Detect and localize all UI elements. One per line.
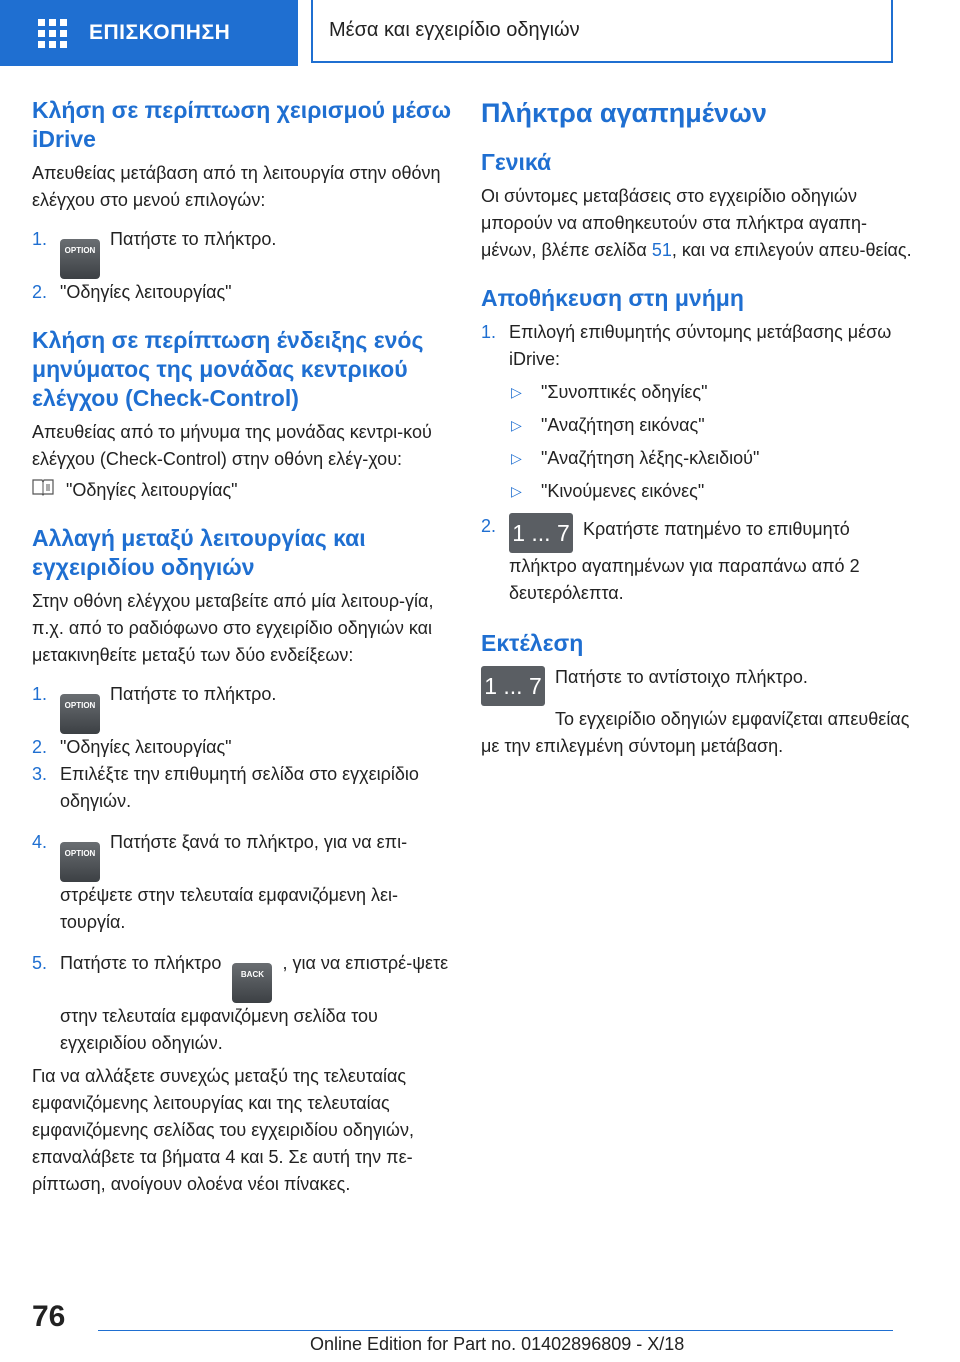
checkcontrol-link-line bbox=[32, 477, 452, 504]
step-text: Επιλέξτε την επιθυμητή σελίδα στο εγχειρίδιο οδηγιών. bbox=[60, 764, 419, 811]
section-switch-closing: Για να αλλάξετε συνεχώς μεταξύ της τελευταίας εμφανιζόμενης λειτουργίας και της τελευταίας εμφανιζόμενης σελίδας του εγχειριδίου οδηγιών, επαναλάβετε τα βήματα 4 και 5. Σε αυτή την πε-ρίπτωση, ανοίγουν ολοένα νέοι πίνακες. bbox=[32, 1066, 414, 1194]
list-item bbox=[32, 226, 452, 279]
exec-title: Εκτέλεση bbox=[481, 630, 584, 656]
step-text: Επιλογή επιθυμητής σύντομης μετάβασης μέσω iDrive: bbox=[509, 322, 892, 369]
page-number: 76 bbox=[32, 1300, 66, 1333]
list-item: 1. Επιλογή επιθυμητής σύντομης μετάβασης μέσω iDrive: bbox=[481, 319, 921, 373]
book-icon bbox=[32, 477, 56, 504]
tab-chapter-title[interactable] bbox=[311, 0, 893, 63]
step-number: 5. bbox=[32, 953, 48, 973]
general-text: Οι σύντομες μεταβάσεις στο εγχειρίδιο οδηγιών μπορούν να αποθηκευτούν στα πλήκτρα αγαπη-μένων, βλέπε σελίδα 51, και να επιλεγούν απευ-θείας. bbox=[481, 186, 912, 260]
list-item bbox=[32, 681, 452, 734]
operating-instructions-link[interactable]: "Οδηγίες λειτουργίας" bbox=[66, 480, 238, 500]
section-checkcontrol-title: Κλήση σε περίπτωση ένδειξης ενός μηνύματος της μονάδας κεντρικού ελέγχου (Check-Control) bbox=[32, 327, 424, 411]
list-item: 2. 1 ... 7 Κρατήστε πατημένο το επιθυμητό πλήκτρο αγαπημένων για παραπάνω από 2 δευτερόλεπτα. bbox=[481, 513, 921, 607]
option-button-icon: OPTION bbox=[60, 694, 100, 734]
right-column bbox=[481, 96, 921, 760]
step-number: 2. bbox=[32, 282, 48, 302]
list-item bbox=[32, 734, 452, 761]
list-item bbox=[32, 279, 452, 306]
exec-text-1: Πατήστε το αντίστοιχο πλήκτρο. bbox=[555, 667, 808, 687]
back-button-icon: BACK bbox=[232, 963, 272, 1003]
list-item: ▷ "Αναζήτηση εικόνας" bbox=[481, 412, 921, 439]
favorites-button-icon: 1 ... 7 bbox=[481, 666, 545, 706]
list-item: ▷ "Συνοπτικές οδηγίες" bbox=[481, 379, 921, 406]
section-switch-title: Αλλαγή μεταξύ λειτουργίας και εγχειριδίου οδηγιών bbox=[32, 525, 366, 580]
exec-text-2: Το εγχειρίδιο οδηγιών εμφανίζεται απευθείας με την επιλεγμένη σύντομη μετάβαση. bbox=[481, 709, 910, 756]
tab-overview-label: ΕΠΙΣΚΟΠΗΣΗ bbox=[89, 21, 231, 44]
favorites-title: Πλήκτρα αγαπημένων bbox=[481, 98, 767, 128]
section-idrive-title: Κλήση σε περίπτωση χειρισμού μέσω iDrive bbox=[32, 97, 452, 152]
tab-overview[interactable] bbox=[0, 0, 298, 66]
section-switch-text: Στην οθόνη ελέγχου μεταβείτε από μία λειτουρ-γία, π.χ. από το ραδιόφωνο στο εγχειρίδιο οδηγιών και μετακινηθείτε μεταξύ των δύο ενδείξεων: bbox=[32, 591, 434, 665]
save-steps bbox=[481, 319, 921, 373]
exec-block bbox=[481, 664, 921, 706]
option-button-icon: OPTION bbox=[60, 842, 100, 882]
step-number: 1. bbox=[32, 229, 48, 249]
save-options bbox=[481, 379, 921, 505]
list-item bbox=[32, 829, 452, 936]
list-item bbox=[32, 950, 452, 1057]
step-text: Κρατήστε πατημένο το επιθυμητό πλήκτρο αγαπημένων για παραπάνω από 2 δευτερόλεπτα. bbox=[509, 519, 860, 603]
switch-steps bbox=[32, 681, 452, 1057]
step-text: "Οδηγίες λειτουργίας" bbox=[60, 737, 232, 757]
page-link[interactable]: 51 bbox=[651, 240, 672, 260]
general-title: Γενικά bbox=[481, 149, 552, 175]
favorites-button-icon: 1 ... 7 bbox=[509, 513, 573, 553]
left-column bbox=[32, 96, 452, 1198]
list-item: ▷ "Κινούμενες εικόνες" bbox=[481, 478, 921, 505]
triangle-icon: ▷ bbox=[511, 384, 522, 400]
save-title: Αποθήκευση στη μνήμη bbox=[481, 285, 744, 311]
page-header bbox=[0, 0, 960, 66]
step-number: 1. bbox=[32, 684, 48, 704]
step-text: Πατήστε ξανά το πλήκτρο, για να επι-στρέψετε στην τελευταία εμφανιζόμενη λει-τουργία. bbox=[60, 832, 408, 932]
grid-menu-icon bbox=[38, 19, 67, 48]
triangle-icon: ▷ bbox=[511, 417, 522, 433]
section-idrive-text: Απευθείας μετάβαση από τη λειτουργία στην οθόνη ελέγχου στο μενού επιλογών: bbox=[32, 163, 441, 210]
save-steps-2 bbox=[481, 513, 921, 607]
list-item: ▷ "Αναζήτηση λέξης-κλειδιού" bbox=[481, 445, 921, 472]
step-text: "Οδηγίες λειτουργίας" bbox=[60, 282, 232, 302]
step-text: Πατήστε το πλήκτρο bbox=[60, 953, 222, 973]
step-number: 2. bbox=[32, 737, 48, 757]
step-text: Πατήστε το πλήκτρο. bbox=[110, 229, 277, 249]
idrive-steps bbox=[32, 226, 452, 306]
step-number: 3. bbox=[32, 764, 48, 784]
section-checkcontrol-text: Απευθείας από το μήνυμα της μονάδας κεντρι-κού ελέγχου (Check-Control) στην οθόνη ελέγ-χου: bbox=[32, 422, 432, 469]
chapter-title: Μέσα και εγχειρίδιο οδηγιών bbox=[329, 19, 580, 41]
step-text: , για να επιστρέ-ψετε στην τελευταία εμφανιζόμενη σελίδα του εγχειριδίου οδηγιών. bbox=[60, 953, 449, 1053]
footer-edition: Online Edition for Part no. 01402896809 - X/18 bbox=[310, 1334, 685, 1354]
step-number: 4. bbox=[32, 832, 48, 852]
triangle-icon: ▷ bbox=[511, 450, 522, 466]
list-item bbox=[32, 761, 452, 815]
step-text: Πατήστε το πλήκτρο. bbox=[110, 684, 277, 704]
footer-divider bbox=[98, 1330, 893, 1331]
option-button-icon: OPTION bbox=[60, 239, 100, 279]
triangle-icon: ▷ bbox=[511, 483, 522, 499]
